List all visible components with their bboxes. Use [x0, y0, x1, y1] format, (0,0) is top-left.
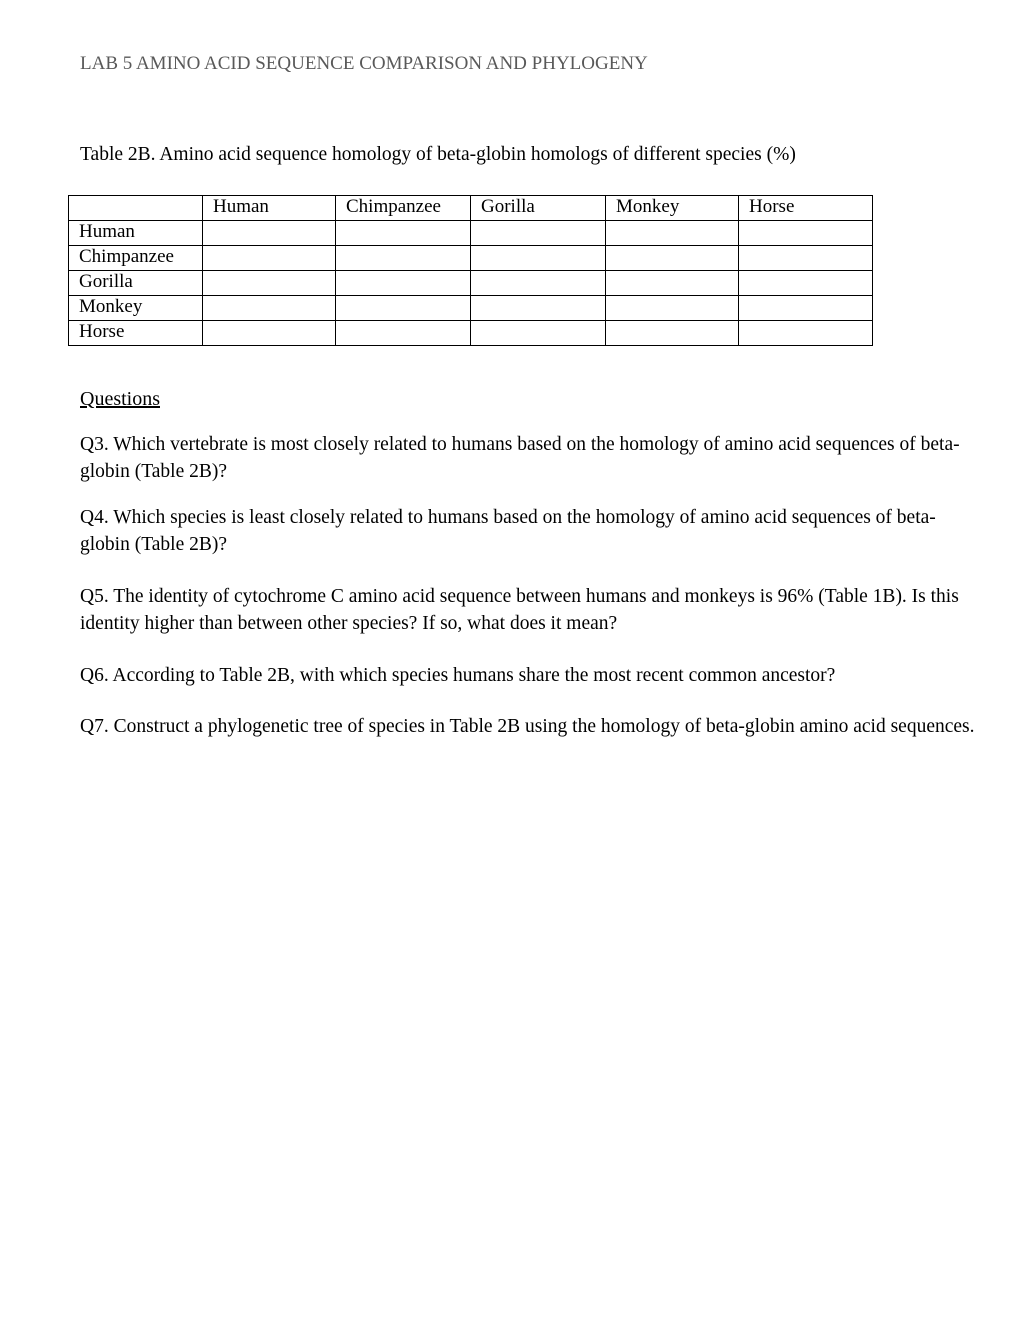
table-cell[interactable]	[739, 296, 873, 321]
question-q6: Q6. According to Table 2B, with which species humans share the most recent common ancestor?	[80, 665, 836, 686]
questions-heading: Questions	[80, 388, 160, 410]
table-cell[interactable]	[471, 271, 606, 296]
row-header-horse: Horse	[69, 321, 203, 346]
row-header-chimpanzee: Chimpanzee	[69, 246, 203, 271]
table-cell[interactable]	[203, 271, 336, 296]
table-cell[interactable]	[336, 296, 471, 321]
column-header-human: Human	[203, 196, 336, 221]
table-cell[interactable]	[336, 221, 471, 246]
table-row	[69, 321, 873, 346]
table-cell[interactable]	[606, 271, 739, 296]
row-header-gorilla: Gorilla	[69, 271, 203, 296]
table-cell[interactable]	[336, 246, 471, 271]
table-cell[interactable]	[471, 321, 606, 346]
question-q5: Q5. The identity of cytochrome C amino acid sequence between humans and monkeys is 96% (Table 1B). Is this identity higher than between other species? If so, what does it mean?	[80, 586, 959, 634]
question-q4: Q4. Which species is least closely related to humans based on the homology of amino acid sequences of beta-globin (Table 2B)?	[80, 507, 936, 555]
table-corner-cell	[69, 196, 203, 221]
table-cell[interactable]	[471, 221, 606, 246]
column-header-monkey: Monkey	[606, 196, 739, 221]
table-cell[interactable]	[606, 246, 739, 271]
table-cell[interactable]	[606, 321, 739, 346]
table-caption: Table 2B. Amino acid sequence homology of beta-globin homologs of different species (%)	[80, 144, 796, 165]
table-cell[interactable]	[203, 296, 336, 321]
table-cell[interactable]	[739, 246, 873, 271]
table-cell[interactable]	[336, 271, 471, 296]
table-cell[interactable]	[739, 321, 873, 346]
table-cell[interactable]	[471, 246, 606, 271]
row-header-human: Human	[69, 221, 203, 246]
table-row	[69, 221, 873, 246]
table-cell[interactable]	[606, 221, 739, 246]
row-header-monkey: Monkey	[69, 296, 203, 321]
table-cell[interactable]	[203, 221, 336, 246]
table-cell[interactable]	[203, 321, 336, 346]
table-cell[interactable]	[471, 296, 606, 321]
table-row	[69, 296, 873, 321]
question-q3: Q3. Which vertebrate is most closely related to humans based on the homology of amino acid sequences of beta-globin (Table 2B)?	[80, 434, 960, 482]
column-header-gorilla: Gorilla	[471, 196, 606, 221]
table-row	[69, 246, 873, 271]
column-header-chimpanzee: Chimpanzee	[336, 196, 471, 221]
table-header-row	[69, 196, 873, 221]
question-q7: Q7. Construct a phylogenetic tree of species in Table 2B using the homology of beta-globin amino acid sequences.	[80, 716, 975, 737]
table-row	[69, 271, 873, 296]
table-cell[interactable]	[739, 271, 873, 296]
table-cell[interactable]	[606, 296, 739, 321]
table-cell[interactable]	[336, 321, 471, 346]
page-header: LAB 5 AMINO ACID SEQUENCE COMPARISON AND PHYLOGENY	[80, 53, 648, 74]
column-header-horse: Horse	[739, 196, 873, 221]
table-cell[interactable]	[739, 221, 873, 246]
homology-table	[68, 195, 873, 346]
table-cell[interactable]	[203, 246, 336, 271]
